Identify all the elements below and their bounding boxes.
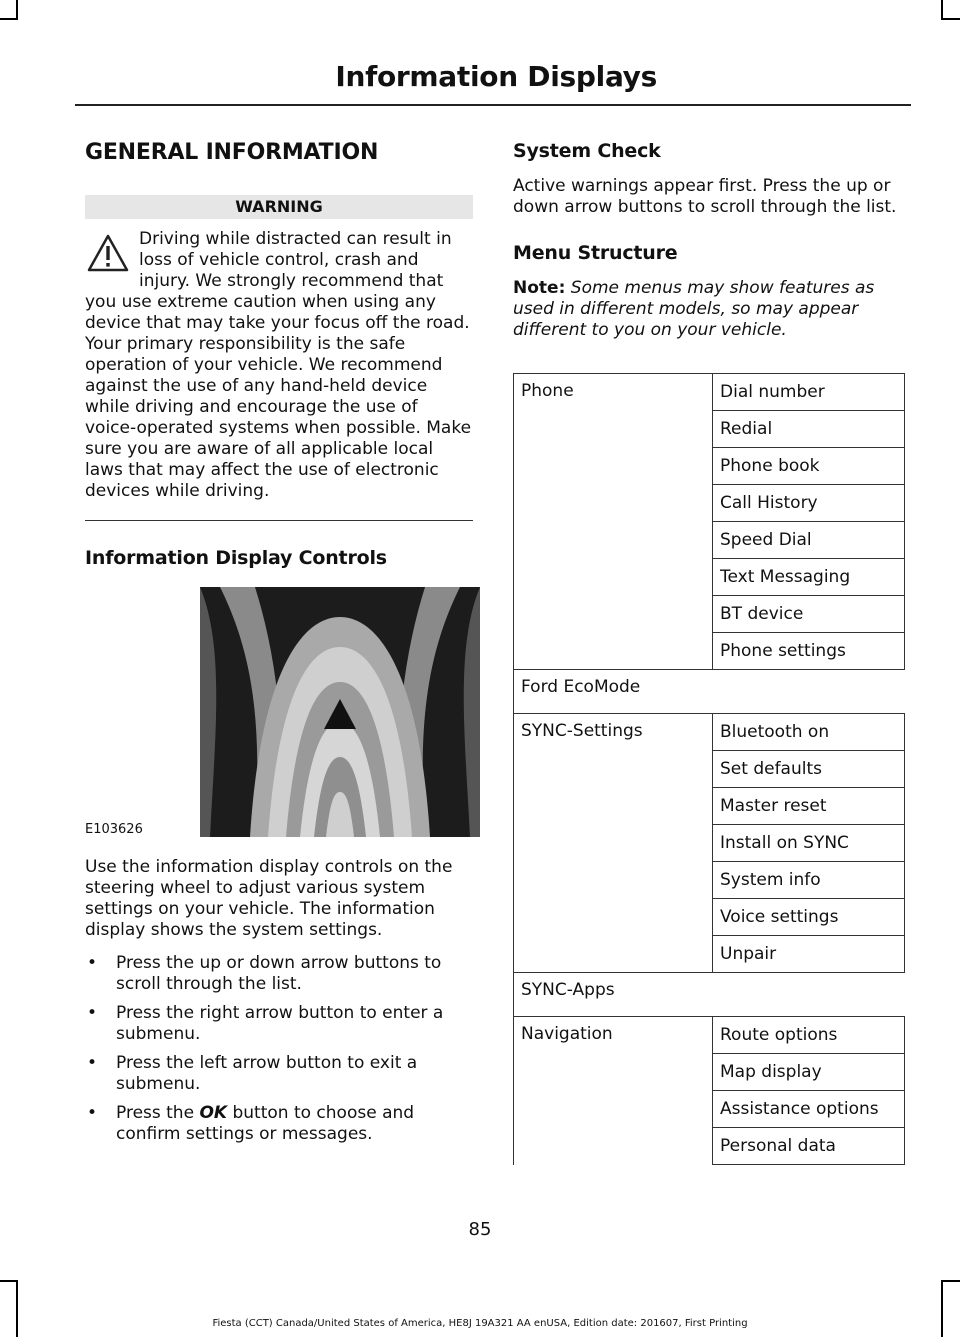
crop-mark (941, 1280, 960, 1282)
table-row (514, 714, 905, 751)
menu-option-cell: Call History (713, 485, 905, 522)
table-row (514, 670, 905, 714)
left-column (85, 140, 473, 1153)
section-title: GENERAL INFORMATION (85, 140, 379, 165)
menu-option-cell: BT device (713, 596, 905, 633)
warning-triangle-icon (87, 233, 129, 273)
menu-option-cell: Map display (713, 1054, 905, 1091)
note-paragraph (513, 278, 905, 341)
menu-option-cell: Speed Dial (713, 522, 905, 559)
note-label: Note: (513, 278, 566, 298)
page-number: 85 (468, 1219, 492, 1240)
menu-label-cell: Navigation (514, 1017, 713, 1165)
empty-cell (713, 670, 905, 714)
list-item: • Press the left arrow button to exit a submenu. (87, 1053, 418, 1094)
menu-option-cell: Assistance options (713, 1091, 905, 1128)
header-divider (75, 104, 911, 106)
system-check-heading: System Check (513, 140, 661, 162)
menu-option-cell: Route options (713, 1017, 905, 1054)
note-text: Some menus may show features as used in different models, so may appear different to you on your vehicle. (513, 278, 875, 340)
menu-option-cell: Dial number (713, 374, 905, 411)
intro-paragraph: Use the information display controls on the steering wheel to adjust various system settings on your vehicle. The information display shows the system settings. (85, 857, 453, 940)
steering-controls-figure (85, 587, 473, 837)
menu-structure-heading: Menu Structure (513, 242, 678, 264)
crop-mark (0, 18, 18, 20)
ok-button-label: OK (199, 1103, 228, 1123)
warning-box (85, 229, 473, 502)
menu-option-cell: Voice settings (713, 899, 905, 936)
table-row (514, 374, 905, 411)
menu-option-cell: Personal data (713, 1128, 905, 1165)
menu-option-cell: Set defaults (713, 751, 905, 788)
menu-option-cell: Master reset (713, 788, 905, 825)
menu-label-cell: Phone (514, 374, 713, 670)
figure-code: E103626 (85, 822, 143, 837)
page-header-title: Information Displays (335, 60, 657, 93)
table-row (514, 1017, 905, 1054)
menu-option-cell: Install on SYNC (713, 825, 905, 862)
menu-label-cell: SYNC-Settings (514, 714, 713, 973)
menu-structure-table (513, 373, 905, 1165)
menu-option-cell: Text Messaging (713, 559, 905, 596)
warning-text: Driving while distracted can result in loss of vehicle control, crash and injury. We strongly recommend that you use extreme caution when using any device that may take your focus off the road. Your primary responsibility is the safe operation of your vehicle. We recommend against the use of any hand-held device while driving and encourage the use of voice-operated systems when possible. Make sure you are aware of all applicable local laws that may affect the use of electronic devices while driving. (85, 229, 472, 501)
menu-label-cell: Ford EcoMode (514, 670, 713, 714)
empty-cell (713, 973, 905, 1017)
menu-option-cell: Unpair (713, 936, 905, 973)
menu-option-cell: Bluetooth on (713, 714, 905, 751)
warning-banner: WARNING (85, 195, 473, 219)
list-item: • Press the right arrow button to enter a submenu. (87, 1003, 444, 1044)
system-check-text: Active warnings appear first. Press the up or down arrow buttons to scroll through the list. (513, 176, 897, 217)
controls-heading: Information Display Controls (85, 547, 387, 569)
menu-option-cell: Redial (713, 411, 905, 448)
menu-option-cell: Phone settings (713, 633, 905, 670)
crop-mark (16, 0, 18, 20)
crop-mark (941, 0, 943, 20)
controls-list (85, 953, 473, 1145)
page-footer: Fiesta (CCT) Canada/United States of America, HE8J 19A321 AA enUSA, Edition date: 201607, First Printing (212, 1318, 748, 1329)
menu-table-body (514, 374, 905, 1165)
list-item: • Press the up or down arrow buttons to scroll through the list. (87, 953, 442, 994)
menu-option-cell: Phone book (713, 448, 905, 485)
right-column (513, 140, 905, 1165)
table-row (514, 973, 905, 1017)
menu-option-cell: System info (713, 862, 905, 899)
list-item: • Press the OK button to choose and confirm settings or messages. (87, 1103, 415, 1144)
menu-label-cell: SYNC-Apps (514, 973, 713, 1017)
divider (85, 520, 473, 521)
steering-wheel-controls-image (200, 587, 480, 837)
crop-mark (941, 18, 960, 20)
